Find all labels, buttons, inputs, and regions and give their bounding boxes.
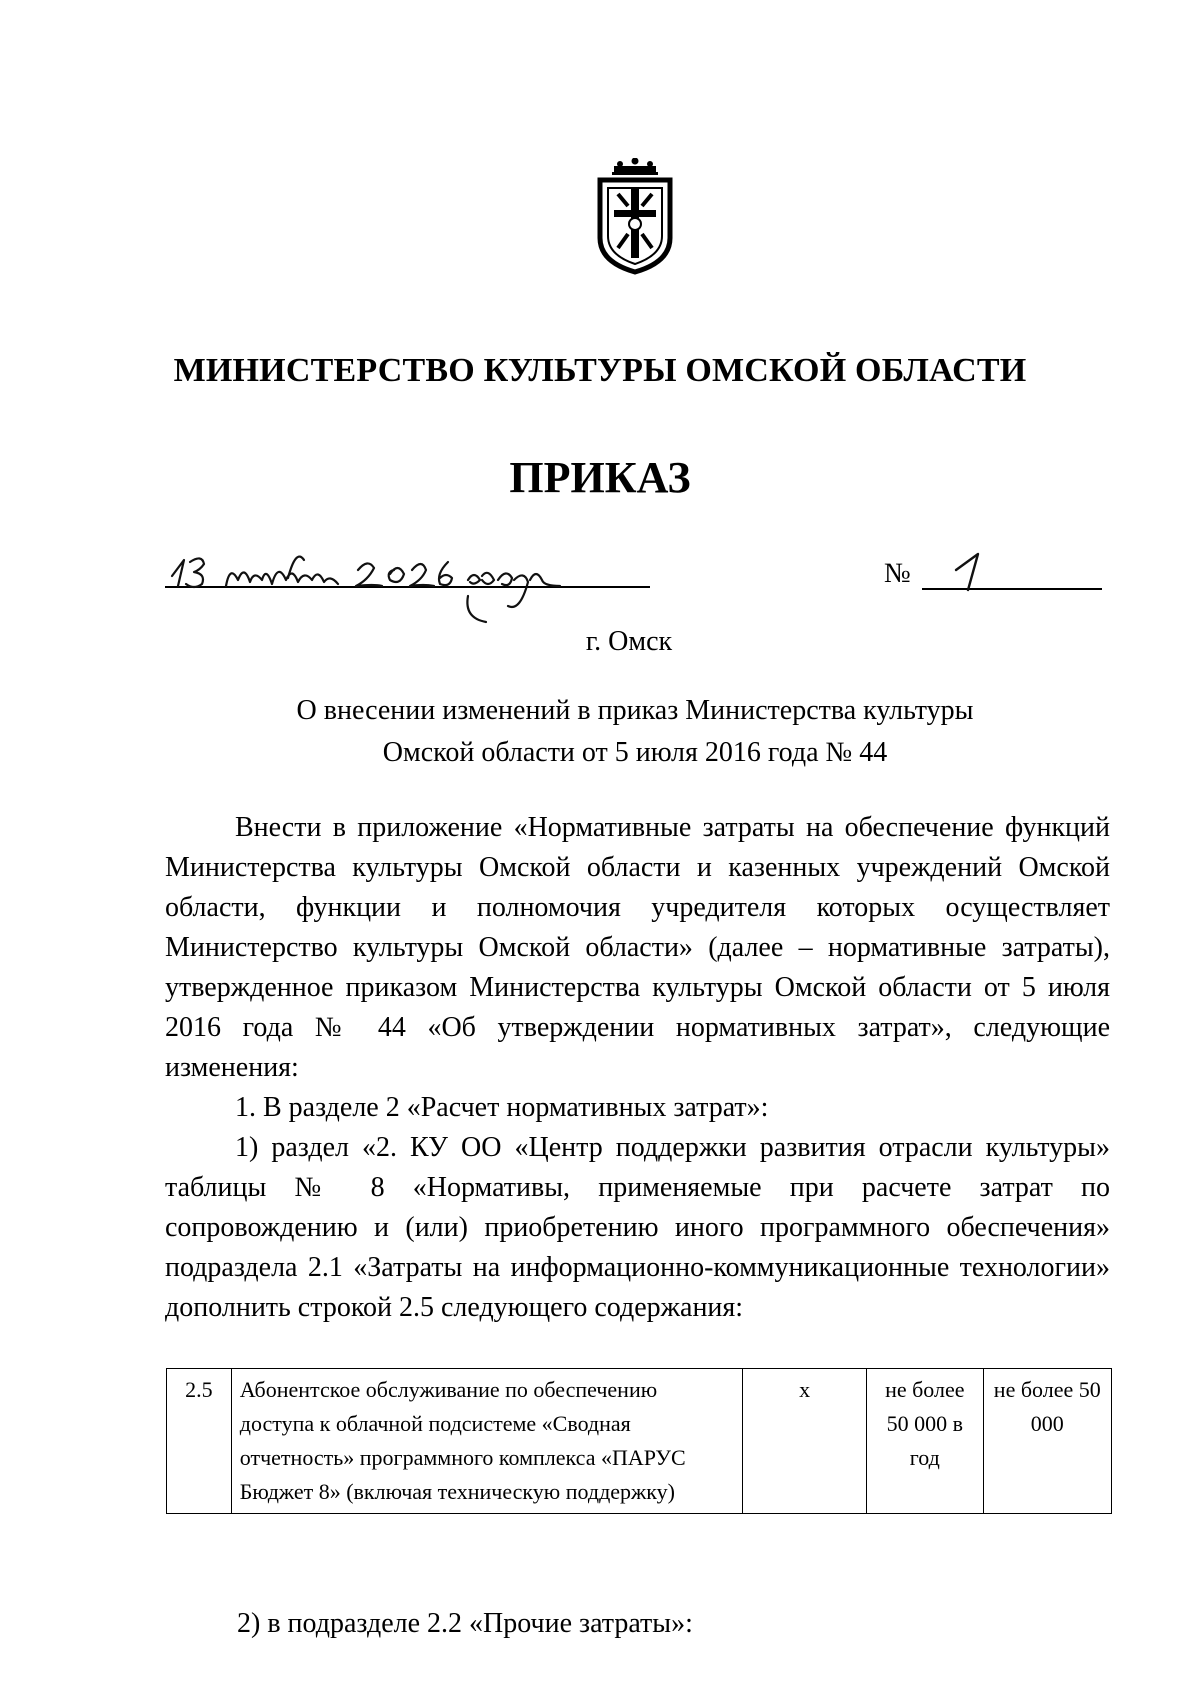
table-cell-price: не более 50 000 в год [867,1369,984,1514]
table-cell-quantity: х [743,1369,867,1514]
coat-of-arms-emblem [590,158,680,276]
number-label: № [884,558,911,589]
table-row [167,1369,1112,1514]
document-type-title: ПРИКАЗ [509,453,691,502]
table-cell-description: Абонентское обслуживание по обеспечению доступа к облачной подсистеме «Сводная отчетность» программного комплекса «ПАРУС Бюджет 8» (включая техническую поддержку) [231,1369,742,1514]
city-label: г. Омск [585,626,673,657]
table-cell-number: 2.5 [167,1369,232,1514]
subject-line-2: Омской области от 5 июля 2016 года № 44 [382,737,888,768]
body-item-1-1: 1) раздел «2. КУ ОО «Центр поддержки развития отрасли культуры» таблицы № 8 «Нормативы, применяемые при расчете затрат по сопровождению и (или) приобретению иного программного обеспечения» подраздела 2.1 «Затраты на информационно-коммуникационные технологии» дополнить строкой 2.5 следующего содержания: [165,1132,1110,1323]
handwritten-number [948,548,998,594]
body-item-2: 2) в подразделе 2.2 «Прочие затраты»: [237,1608,693,1639]
amendment-table [166,1368,1112,1514]
ministry-title: МИНИСТЕРСТВО КУЛЬТУРЫ ОМСКОЙ ОБЛАСТИ [173,352,1027,389]
order-subject [160,690,1110,774]
body-item-1: 1. В разделе 2 «Расчет нормативных затрат»: [235,1092,769,1123]
subject-line-1: О внесении изменений в приказ Министерства культуры [296,695,974,726]
body-paragraph-1: Внести в приложение «Нормативные затраты на обеспечение функций Министерства культуры Омской области и казенных учреждений Омской области, функции и полномочия учредителя которых осуществляет Министерство культуры Омской области» (далее – нормативные затраты), утвержденное приказом Министерства культуры Омской области от 5 июля 2016 года № 44 «Об утверждении нормативных затрат», следующие изменения: [165,812,1110,1083]
table-cell-total: не более 50 000 [983,1369,1111,1514]
